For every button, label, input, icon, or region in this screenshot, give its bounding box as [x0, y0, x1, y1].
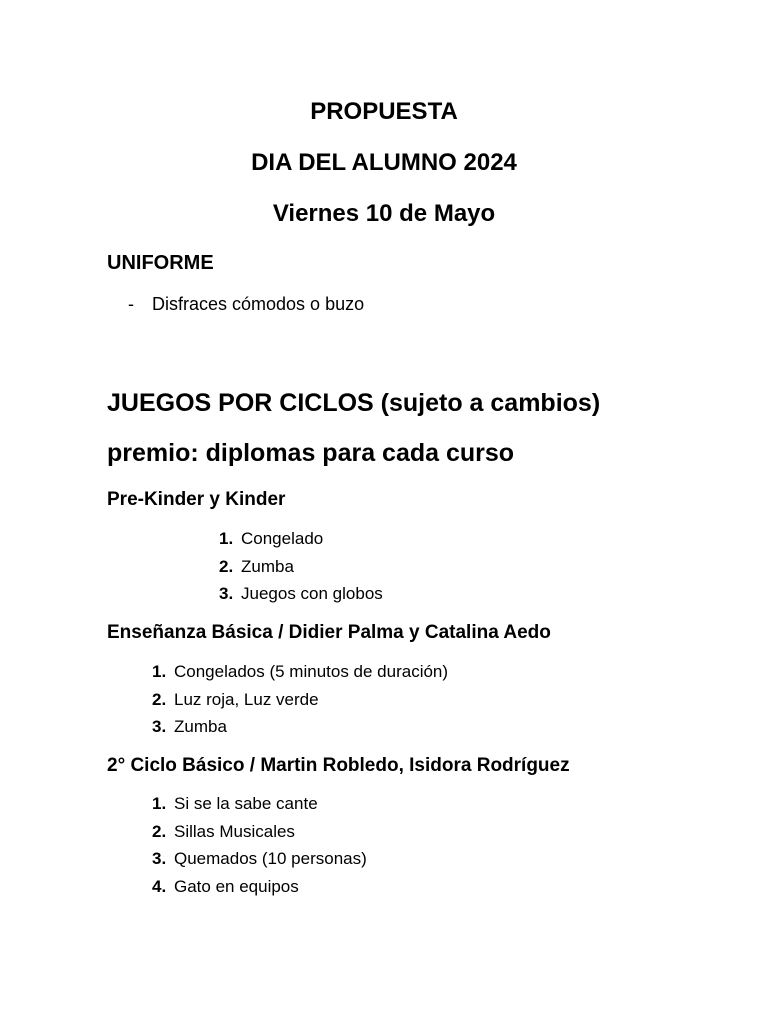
- list-item-number: 4.: [152, 876, 167, 896]
- document-title: PROPUESTA: [310, 98, 458, 125]
- juegos-heading: JUEGOS POR CICLOS (sujeto a cambios): [107, 389, 601, 417]
- list-item-number: 1.: [152, 662, 167, 681]
- list-item: [152, 873, 367, 901]
- list-item-text: Congelado: [241, 529, 324, 548]
- list-item-number: 2.: [152, 821, 167, 841]
- list-item: [152, 713, 448, 741]
- list-item-number: 1.: [219, 529, 234, 548]
- event-title: DIA DEL ALUMNO 2024: [251, 149, 517, 176]
- list-item-text: Quemados (10 personas): [174, 849, 367, 868]
- list-item: [152, 818, 367, 846]
- list-item-number: 2.: [152, 689, 167, 709]
- premio-heading: premio: diplomas para cada curso: [107, 439, 515, 467]
- list-item-text: Si se la sabe cante: [174, 794, 318, 813]
- list-item-text: Luz roja, Luz verde: [174, 689, 319, 709]
- list-item: [152, 845, 367, 873]
- section-heading-prekinder: Pre-Kinder y Kinder: [107, 489, 286, 510]
- list-item: [219, 580, 383, 608]
- section-heading-segundo-ciclo: 2° Ciclo Básico / Martin Robledo, Isidora Rodríguez: [107, 755, 570, 776]
- event-date: Viernes 10 de Mayo: [272, 200, 496, 227]
- list-item-text: Sillas Musicales: [174, 821, 295, 841]
- list-item-text: Juegos con globos: [241, 584, 383, 603]
- list-item-text: Gato en equipos: [174, 876, 299, 896]
- list-basica: [152, 658, 448, 741]
- uniforme-item: [128, 293, 364, 315]
- section-heading-basica: Enseñanza Básica / Didier Palma y Catalina Aedo: [107, 622, 551, 643]
- list-prekinder: [219, 525, 383, 608]
- list-item: [152, 790, 367, 818]
- list-item: [219, 553, 383, 581]
- list-item-number: 1.: [152, 794, 167, 813]
- list-item-text: Zumba: [241, 556, 294, 576]
- list-item-number: 2.: [219, 556, 234, 576]
- dash-bullet: -: [128, 294, 134, 314]
- list-item-number: 3.: [219, 584, 234, 603]
- list-item: [219, 525, 383, 553]
- list-item-number: 3.: [152, 717, 167, 736]
- uniforme-item-text: Disfraces cómodos o buzo: [152, 294, 365, 314]
- list-item-number: 3.: [152, 849, 167, 868]
- list-item: [152, 658, 448, 686]
- uniforme-heading: UNIFORME: [107, 252, 214, 274]
- list-item: [152, 686, 448, 714]
- list-segundo-ciclo: [152, 790, 367, 900]
- list-item-text: Zumba: [174, 717, 227, 736]
- list-item-text: Congelados (5 minutos de duración): [174, 662, 449, 681]
